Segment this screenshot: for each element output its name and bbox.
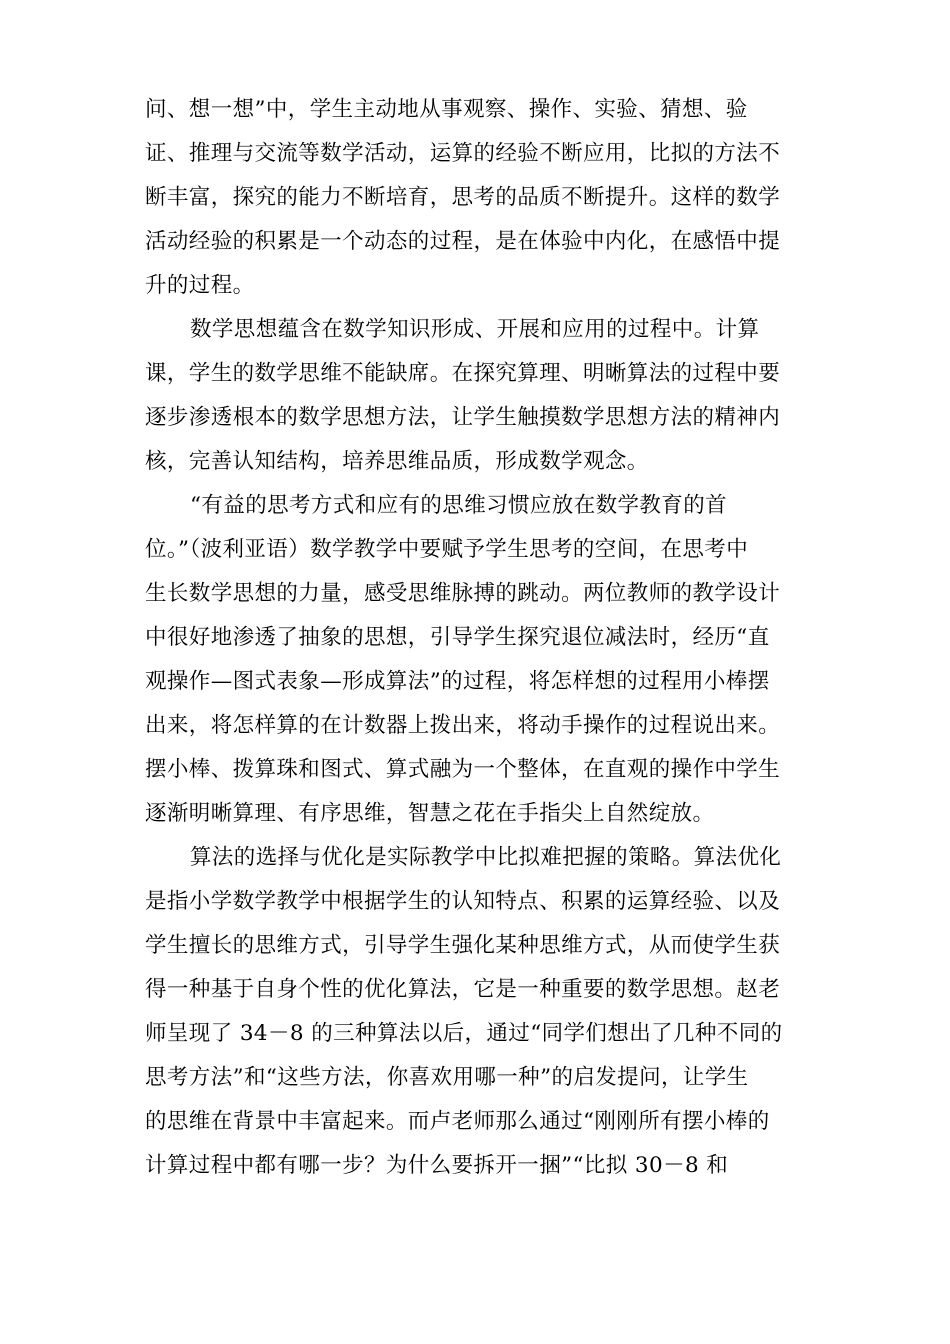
text-line: 逐步渗透根本的数学思想方法，让学生触摸数学思想方法的精神内 xyxy=(145,405,781,430)
text-line: 是指小学数学教学中根据学生的认知特点、积累的运算经验、以及 xyxy=(145,889,781,914)
text-line: 摆小棒、拨算珠和图式、算式融为一个整体，在直观的操作中学生 xyxy=(145,757,781,782)
text-line: 活动经验的积累是一个动态的过程，是在体验中内化，在感悟中提 xyxy=(145,229,781,254)
text-line: 断丰富，探究的能力不断培育，思考的品质不断提升。这样的数学 xyxy=(145,185,781,210)
text-line: 思考方法”和“这些方法，你喜欢用哪一种”的启发提问，让学生 xyxy=(145,1065,749,1090)
text-line: 问、想一想”中，学生主动地从事观察、操作、实验、猜想、验 xyxy=(145,97,748,122)
document-body xyxy=(145,88,795,1188)
text-line: 核，完善认知结构，培养思维品质，形成数学观念。 xyxy=(145,449,649,474)
paragraph-2 xyxy=(145,308,795,484)
paragraph-3 xyxy=(145,484,795,836)
text-line: 学生擅长的思维方式，引导学生强化某种思维方式，从而使学生获 xyxy=(145,933,781,958)
text-line: 升的过程。 xyxy=(145,273,255,298)
text-line: 得一种基于自身个性的优化算法，它是一种重要的数学思想。赵老 xyxy=(145,977,781,1002)
text-line: 证、推理与交流等数学活动，运算的经验不断应用，比拟的方法不 xyxy=(145,141,781,166)
paragraph-1 xyxy=(145,88,795,308)
text-line: 的思维在背景中丰富起来。而卢老师那么通过“刚刚所有摆小棒的 xyxy=(145,1109,770,1134)
text-line: 师呈现了 34－8 的三种算法以后，通过“同学们想出了几种不同的 xyxy=(145,1021,783,1046)
paragraph-4 xyxy=(145,836,795,1188)
text-line: 计算过程中都有哪一步？为什么要拆开一捆”“比拟 30－8 和 xyxy=(145,1153,729,1178)
text-line: 位。”（波利亚语）数学教学中要赋予学生思考的空间，在思考中 xyxy=(145,537,749,562)
text-line: “有益的思考方式和应有的思维习惯应放在数学教育的首 xyxy=(190,493,727,518)
text-line: 算法的选择与优化是实际教学中比拟难把握的策略。算法优化 xyxy=(190,845,782,870)
text-line: 数学思想蕴含在数学知识形成、开展和应用的过程中。计算 xyxy=(190,317,760,342)
text-line: 逐渐明晰算理、有序思维，智慧之花在手指尖上自然绽放。 xyxy=(145,801,715,826)
text-line: 生长数学思想的力量，感受思维脉搏的跳动。两位教师的教学设计 xyxy=(145,581,781,606)
text-line: 课，学生的数学思维不能缺席。在探究算理、明晰算法的过程中要 xyxy=(145,361,781,386)
text-line: 中很好地渗透了抽象的思想，引导学生探究退位减法时，经历“直 xyxy=(145,625,770,650)
text-line: 观操作—图式表象—形成算法”的过程，将怎样想的过程用小棒摆 xyxy=(145,669,770,694)
text-line: 出来，将怎样算的在计数器上拨出来，将动手操作的过程说出来。 xyxy=(145,713,781,738)
